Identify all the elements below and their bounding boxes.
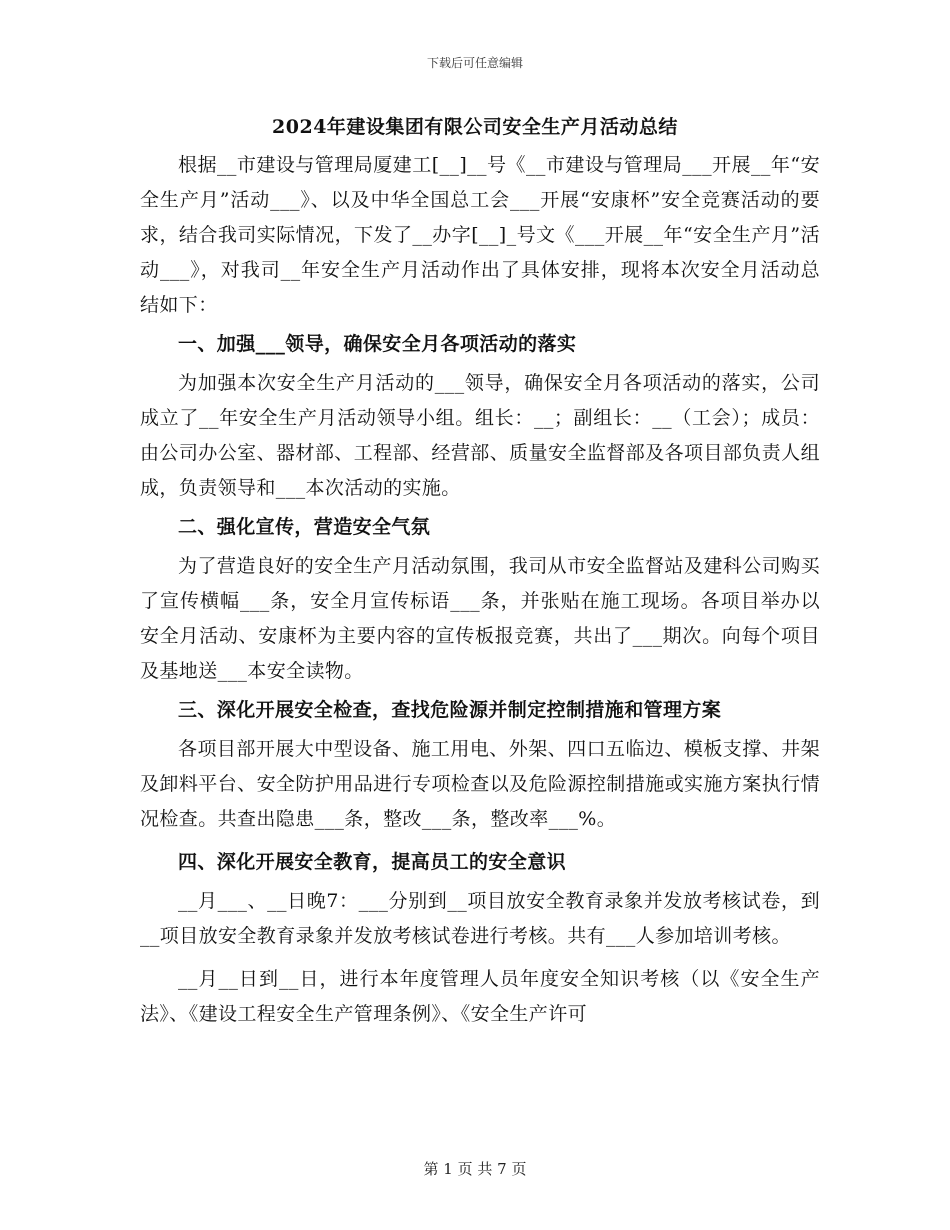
section-heading-3: 三、深化开展安全检查，查找危险源并制定控制措施和管理方案 bbox=[178, 699, 722, 721]
header-note: 下载后可任意编辑 bbox=[426, 56, 523, 70]
section-paragraph-1: 为加强本次安全生产月活动的___领导，确保安全月各项活动的落实，公司成立了__年安全生产月活动领导小组。组长：__；副组长：__（工会）；成员：由公司办公室、器材部、工程部、经营部、质量安全监督部及各项目部负责人组成，负责领导和___本次活动的实施。 bbox=[140, 372, 820, 499]
section-heading-1: 一、加强___领导，确保安全月各项活动的落实 bbox=[178, 333, 577, 355]
document-body bbox=[140, 148, 820, 1032]
section-heading-4: 四、深化开展安全教育，提高员工的安全意识 bbox=[178, 851, 567, 873]
section-paragraph-3: 各项目部开展大中型设备、施工用电、外架、四口五临边、模板支撑、井架及卸料平台、安全防护用品进行专项检查以及危险源控制措施或实施方案执行情况检查。共查出隐患___条，整改___条，整改率___%。 bbox=[140, 738, 820, 830]
page-footer: 第 1 页 共 7 页 bbox=[423, 1160, 527, 1178]
intro-paragraph: 根据__市建设与管理局厦建工[__]__号《__市建设与管理局___开展__年“安全生产月”活动___》、以及中华全国总工会___开展“安康杯”安全竞赛活动的要求，结合我司实际情况，下发了__办字[__]_号文《___开展__年“安全生产月”活动___》，对我司__年安全生产月活动作出了具体安排，现将本次安全月活动总结如下： bbox=[140, 154, 820, 316]
section-paragraph-4: __月___、__日晚7：___分别到__项目放安全教育录象并发放考核试卷，到__项目放安全教育录象并发放考核试卷进行考核。共有___人参加培训考核。 bbox=[140, 890, 820, 947]
section-paragraph-2: 为了营造良好的安全生产月活动氛围，我司从市安全监督站及建科公司购买了宣传横幅___条，安全月宣传标语___条，并张贴在施工现场。各项目举办以安全月活动、安康杯为主要内容的宣传板报竞赛，共出了___期次。向每个项目及基地送___本安全读物。 bbox=[140, 555, 820, 682]
section-paragraph-5: __月__日到__日，进行本年度管理人员年度安全知识考核（以《安全生产法》、《建设工程安全生产管理条例》、《安全生产许可 bbox=[140, 968, 820, 1025]
document-title: 2024年建设集团有限公司安全生产月活动总结 bbox=[272, 116, 678, 138]
section-heading-2: 二、强化宣传，营造安全气氛 bbox=[178, 516, 431, 538]
